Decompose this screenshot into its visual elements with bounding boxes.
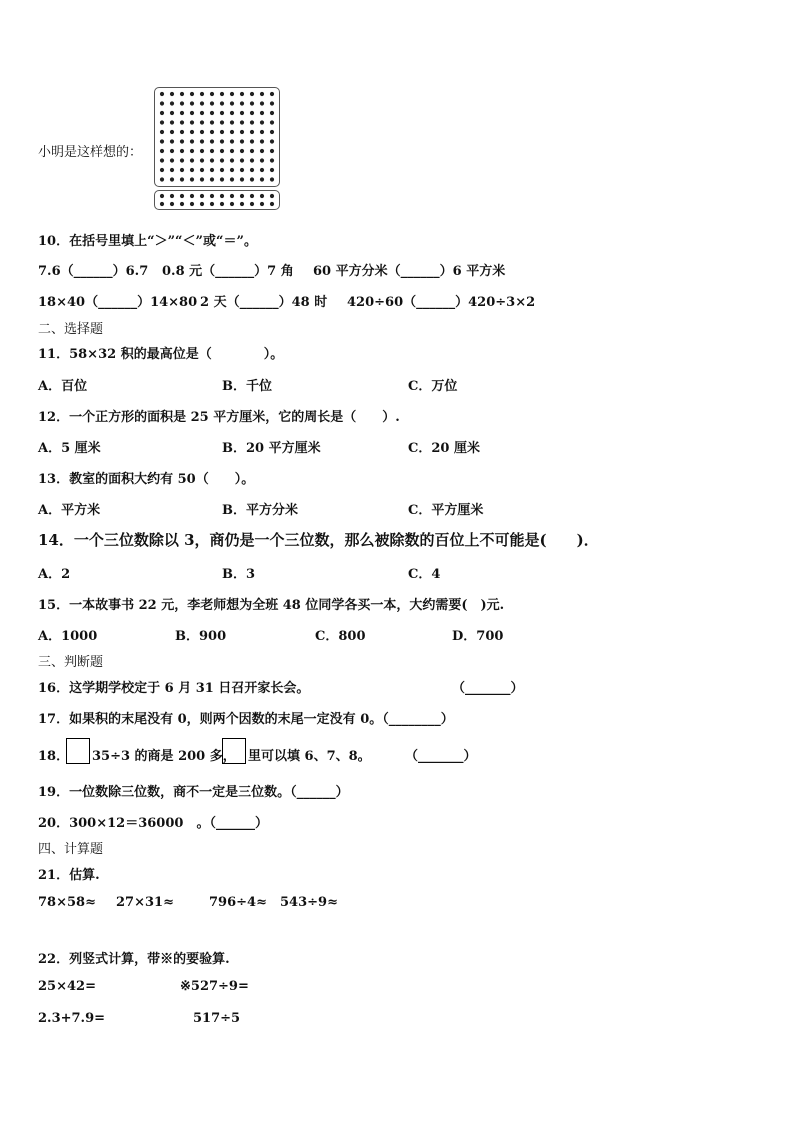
dot [180,202,184,206]
dot [220,130,224,134]
dot [230,202,234,206]
dot [270,194,274,198]
q13-option-a: A．平方米 [38,503,101,518]
q10-item: 60 平方分米（______）6 平方米 [313,264,506,279]
q22-item: 2.3+7.9= [38,1011,106,1026]
q15-option-a: A．1000 [38,629,98,644]
q11-option-a: A．百位 [38,379,88,394]
dot [160,92,164,96]
dot [230,139,234,143]
dot [210,120,214,124]
dot [200,101,204,105]
dot [200,139,204,143]
dot [180,120,184,124]
dot [160,139,164,143]
dot [200,177,204,181]
dot [170,120,174,124]
dot [230,120,234,124]
q15-prompt: 15．一本故事书 22 元，李老师想为全班 48 位同学各买一本，大约需要( )元. [38,598,505,613]
dot [160,168,164,172]
dot [180,168,184,172]
dot [160,149,164,153]
q15-option-c: C．800 [315,629,366,644]
dot [250,177,254,181]
dot [180,92,184,96]
dot [240,120,244,124]
section-title-calc: 四、计算题 [38,842,104,857]
dot [250,111,254,115]
q21-item: 27×31≈ [116,895,174,910]
dot [250,202,254,206]
dot [260,177,264,181]
dot [240,158,244,162]
dot [220,120,224,124]
dot [170,149,174,153]
dot [160,120,164,124]
dot [170,177,174,181]
dot [230,168,234,172]
dot [250,149,254,153]
dot [220,111,224,115]
q21-prompt: 21．估算. [38,868,100,883]
dot-grid-10x10 [154,87,280,187]
dot [190,158,194,162]
dot [160,194,164,198]
dot [190,149,194,153]
dot [260,149,264,153]
dot [260,168,264,172]
dot [250,130,254,134]
dot [270,111,274,115]
dot [240,101,244,105]
dot [230,92,234,96]
dot [230,111,234,115]
dot [210,111,214,115]
dot [260,139,264,143]
dot [270,149,274,153]
dot-grid-20-image [155,191,279,209]
dot [270,177,274,181]
dot [260,130,264,134]
dot [180,111,184,115]
dot [190,130,194,134]
dot [220,101,224,105]
dot [240,202,244,206]
dot [210,202,214,206]
dot [230,158,234,162]
dot [260,202,264,206]
dot [210,194,214,198]
dot [180,158,184,162]
dot [270,139,274,143]
dot [230,149,234,153]
q13-option-b: B．平方分米 [222,503,298,518]
dot [190,120,194,124]
q10-item: 420÷60（______）420÷3×2 [347,295,536,310]
q22-prompt: 22．列竖式计算，带※的要验算. [38,952,230,967]
q18-text-2: 里可以填 6、7、8。 [248,749,371,764]
q13-prompt: 13．教室的面积大约有 50（ ）。 [38,472,255,487]
q16-prompt: 16．这学期学校定于 6 月 31 日召开家长会。 [38,681,310,696]
q14-option-b: B．3 [222,567,256,582]
dot [200,158,204,162]
dot [250,92,254,96]
dot [200,168,204,172]
dot [210,168,214,172]
q16-blank: （_______） [452,681,524,696]
dot [260,111,264,115]
dot [170,194,174,198]
dot [200,92,204,96]
dot [190,177,194,181]
dot [270,202,274,206]
dot [240,168,244,172]
dot [200,120,204,124]
dot [210,158,214,162]
dot [250,158,254,162]
dot [190,111,194,115]
dot [200,194,204,198]
dot [220,168,224,172]
section-title-judge: 三、判断题 [38,655,104,670]
q11-option-c: C．万位 [408,379,458,394]
dot [180,177,184,181]
dot [170,139,174,143]
dot-grid-100-image [155,88,279,186]
dot [220,158,224,162]
dot [270,168,274,172]
q19-prompt: 19．一位数除三位数，商不一定是三位数。（______） [38,785,349,800]
q10-item: 7.6（______）6.7 [38,264,149,279]
dot [210,177,214,181]
dot [220,92,224,96]
q14-option-a: A．2 [38,567,71,582]
q12-option-a: A．5 厘米 [38,441,101,456]
dot [210,130,214,134]
dot [250,139,254,143]
dot [220,149,224,153]
dot [190,139,194,143]
dot [160,130,164,134]
dot [160,177,164,181]
dot [260,158,264,162]
dot [200,130,204,134]
dot [260,194,264,198]
dot [220,139,224,143]
dot [220,202,224,206]
q10-prompt: 10．在括号里填上“＞”“＜”或“＝”。 [38,234,257,249]
dot [170,130,174,134]
section-title-choice: 二、选择题 [38,322,104,337]
dot [250,101,254,105]
dot [270,158,274,162]
q21-item: 796÷4≈ [209,895,267,910]
dot [230,101,234,105]
dot [160,101,164,105]
dot [210,101,214,105]
q12-prompt: 12．一个正方形的面积是 25 平方厘米，它的周长是（ ）. [38,410,400,425]
dot [170,92,174,96]
dot [220,194,224,198]
dot [270,92,274,96]
dot [270,101,274,105]
dot [190,168,194,172]
dot [170,158,174,162]
dot-grid-row [154,190,280,210]
q18-text-1: 35÷3 的商是 200 多， [92,749,236,764]
dot [260,120,264,124]
q10-item: 18×40（______）14×80 [38,295,198,310]
xiaoming-label: 小明是这样想的： [38,145,143,160]
q10-item: 2 天（______）48 时 [200,295,328,310]
q12-option-c: C．20 厘米 [408,441,480,456]
q14-prompt: 14．一个三位数除以 3，商仍是一个三位数，那么被除数的百位上不可能是( )． [38,531,599,549]
dot [270,130,274,134]
q20-prompt: 20．300×12＝36000 。（______） [38,816,268,831]
dot [190,101,194,105]
dot [170,168,174,172]
dot [240,130,244,134]
q11-prompt: 11．58×32 积的最高位是（ ）。 [38,347,284,362]
dot [170,202,174,206]
q22-item: 517÷5 [193,1011,241,1026]
dot [260,101,264,105]
q18-number: 18． [38,749,70,764]
q14-option-c: C．4 [408,567,441,582]
dot [250,168,254,172]
dot [240,111,244,115]
dot [210,139,214,143]
dot [240,177,244,181]
q10-item: 0.8 元（______）7 角 [162,264,294,279]
q11-option-b: B．千位 [222,379,272,394]
q15-option-d: D．700 [452,629,504,644]
dot [200,202,204,206]
dot [160,158,164,162]
q17-prompt: 17．如果积的末尾没有 0，则两个因数的末尾一定没有 0。（________） [38,712,454,727]
dot [160,202,164,206]
dot [190,92,194,96]
q13-option-c: C．平方厘米 [408,503,484,518]
dot [240,149,244,153]
q22-item: 25×42= [38,979,96,994]
dot [170,111,174,115]
dot [180,130,184,134]
q15-option-b: B．900 [175,629,227,644]
q18-blank: （_______） [405,749,477,764]
q12-option-b: B．20 平方厘米 [222,441,321,456]
dot [180,139,184,143]
dot [210,149,214,153]
dot [200,149,204,153]
dot [240,194,244,198]
dot [270,120,274,124]
q22-item: ※527÷9= [180,979,249,994]
dot [180,194,184,198]
q21-item: 78×58≈ [38,895,96,910]
dot [240,92,244,96]
dot [260,92,264,96]
dot [190,194,194,198]
dot [200,111,204,115]
dot [180,101,184,105]
dot [230,177,234,181]
dot [220,177,224,181]
dot [210,92,214,96]
dot [170,101,174,105]
dot [250,194,254,198]
dot [250,120,254,124]
q18-box-2 [222,738,246,764]
q18-box-1 [66,738,90,764]
dot [190,202,194,206]
dot [230,130,234,134]
q21-item: 543÷9≈ [280,895,338,910]
dot [230,194,234,198]
dot [180,149,184,153]
dot [160,111,164,115]
dot [240,139,244,143]
